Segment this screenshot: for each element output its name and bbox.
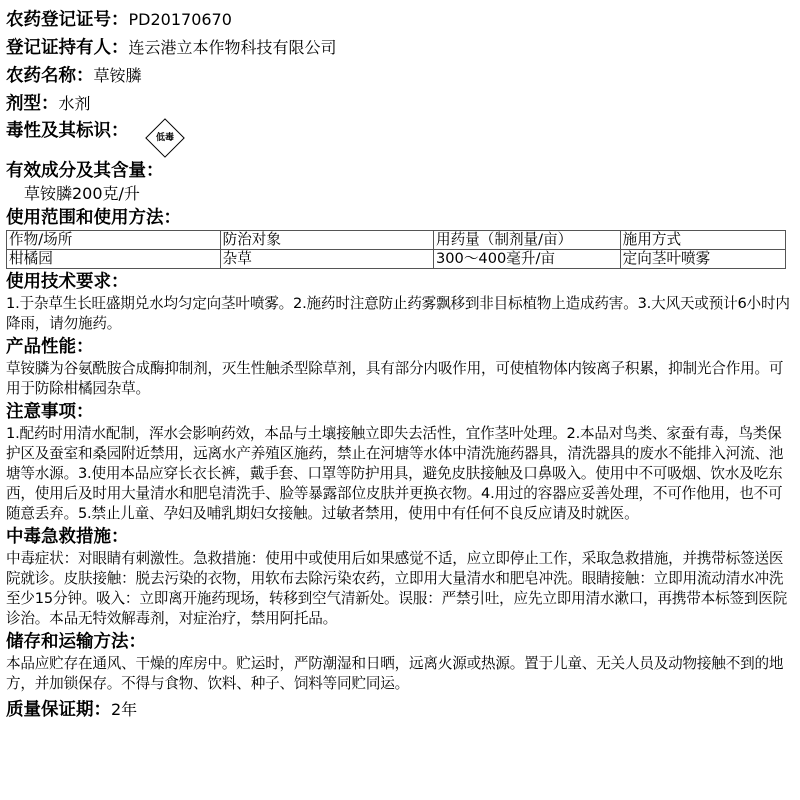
first-aid-text: 中毒症状：对眼睛有刺激性。急救措施：使用中或使用后如果感觉不适，应立即停止工作，采取急救措施，并携带标签送医院就诊。皮肤接触：脱去污染的衣物，用软布去除污染农药，立即用大量清水和肥皂冲洗。眼睛接触：立即用流动清水冲洗至少15分钟。吸入：立即离开施药现场，转移到空气清新处。误服：严禁引吐，应先立即用清水漱口，再携带本标签到医院诊治。本品无特效解毒剂，对症治疗，禁用阿托品。 — [6, 550, 788, 627]
warranty-line — [6, 696, 794, 724]
technique-heading: 使用技术要求： — [6, 272, 129, 292]
holder-line — [6, 34, 794, 62]
pesticide-name-label: 农药名称： — [6, 66, 94, 86]
toxicity-line — [6, 118, 794, 158]
reg-no-value: PD20170670 — [128, 10, 232, 29]
usage-cell-dosage: 300～400毫升/亩 — [433, 250, 620, 269]
usage-col-header: 施用方式 — [620, 231, 785, 250]
warranty-value: 2年 — [111, 700, 138, 719]
usage-table — [6, 230, 786, 269]
usage-table-header-row — [7, 231, 786, 250]
formulation-value: 水剂 — [58, 94, 91, 113]
formulation-label: 剂型： — [6, 94, 59, 114]
table-row — [7, 250, 786, 269]
pesticide-name-value: 草铵膦 — [93, 66, 142, 85]
usage-col-header: 用药量（制剂量/亩） — [433, 231, 620, 250]
toxicity-label: 毒性及其标识： — [6, 121, 129, 141]
performance-text: 草铵膦为谷氨酰胺合成酶抑制剂，灭生性触杀型除草剂，具有部分内吸作用，可使植物体内铵离子积累，抑制光合作用。可用于防除柑橘园杂草。 — [6, 360, 784, 397]
precautions-text: 1.配药时用清水配制，浑水会影响药效，本品与土壤接触立即失去活性，宜作茎叶处理。2.本品对鸟类、家蚕有毒，鸟类保护区及蚕室和桑园附近禁用，远离水产养殖区施药，禁止在河塘等水体中清洗施药器具，清洗器具的废水不能排入河流、池塘等水源。3.使用本品应穿长衣长裤，戴手套、口罩等防护用具，避免皮肤接触及口鼻吸入。使用中不可吸烟、饮水及吃东西，使用后及时用大量清水和肥皂清洗手、脸等暴露部位皮肤并更换衣物。4.用过的容器应妥善处理，不可作他用，也不可随意丢弃。5.禁止儿童、孕妇及哺乳期妇女接触。过敏者禁用，使用中有任何不良反应请及时就医。 — [6, 425, 784, 522]
holder-value: 连云港立本作物科技有限公司 — [128, 38, 337, 57]
storage-text: 本品应贮存在通风、干燥的库房中。贮运时，严防潮湿和日晒，远离火源或热源。置于儿童、无关人员及动物接触不到的地方，并加锁保存。不得与食物、饮料、种子、饲料等同贮同运。 — [6, 655, 784, 692]
usage-cell-crop: 柑橘园 — [7, 250, 221, 269]
performance-heading: 产品性能： — [6, 337, 94, 357]
precautions-heading: 注意事项： — [6, 402, 94, 422]
first-aid-heading: 中毒急救措施： — [6, 527, 129, 547]
ingredient-heading: 有效成分及其含量： — [6, 161, 164, 181]
toxicity-badge-text: 低毒 — [155, 133, 174, 143]
low-toxicity-diamond-icon — [145, 118, 185, 158]
usage-cell-target: 杂草 — [220, 250, 433, 269]
usage-heading: 使用范围和使用方法： — [6, 208, 181, 228]
reg-no-line — [6, 6, 794, 34]
reg-no-label: 农药登记证号： — [6, 10, 129, 30]
holder-label: 登记证持有人： — [6, 38, 129, 58]
usage-col-header: 作物/场所 — [7, 231, 221, 250]
form-line — [6, 90, 794, 118]
warranty-label: 质量保证期： — [6, 700, 111, 720]
name-line — [6, 62, 794, 90]
technique-text: 1.于杂草生长旺盛期兑水均匀定向茎叶喷雾。2.施药时注意防止药雾飘移到非目标植物上造成药害。3.大风天或预计6小时内降雨，请勿施药。 — [6, 295, 790, 332]
usage-cell-method: 定向茎叶喷雾 — [620, 250, 785, 269]
ingredient-value: 草铵膦200克/升 — [24, 184, 140, 203]
usage-col-header: 防治对象 — [220, 231, 433, 250]
storage-heading: 储存和运输方法： — [6, 632, 146, 652]
